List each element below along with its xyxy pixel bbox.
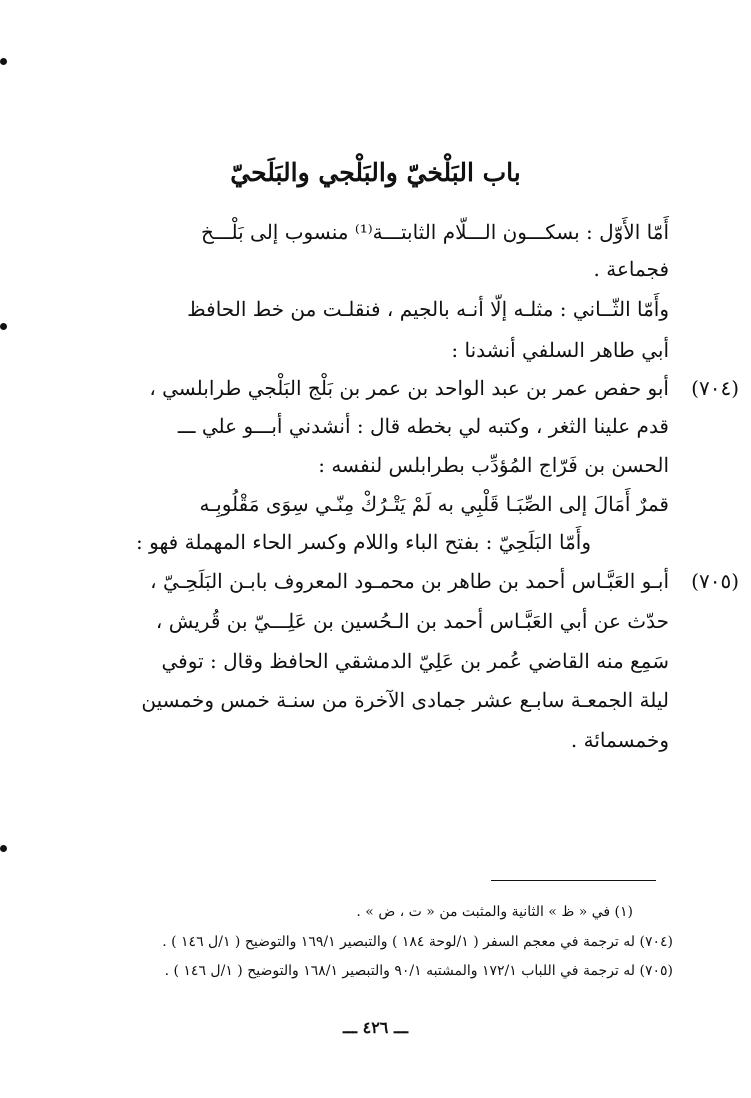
paragraph-line: سَمِع منه القاضي عُمر بن عَلِيّ الدمشقي الحافظ وقال : توفي <box>161 649 669 673</box>
paragraph-line: قدم علينا الثغر ، وكتبه لي بخطه قال : أنشدني أبـــو علي ـــ <box>177 414 669 438</box>
paragraph-line: أَمّا الأَوّل : بسكـــون الـــلّام الثابتـــة⁽¹⁾ منسوب إلى بَلْـــخ <box>201 220 669 244</box>
page-number: ـــ ٤٢٦ ـــ <box>342 1018 409 1037</box>
footnote-separator <box>491 880 656 881</box>
footnote: (٧٠٤) له ترجمة في معجم السفر ( ١/لوحة ١٨٤ ) والتبصير ١٦٩/١ والتوضيح ( ١/ل ١٤٦ ) . <box>162 934 673 950</box>
chapter-title: باب البَلْخيّ والبَلْجي والبَلَحيّ <box>230 158 521 187</box>
paragraph-line: وخمسمائة . <box>570 728 669 752</box>
paragraph-line: وأَمّا البَلَحِيّ : بفتح الباء واللام وكسر الحاء المهملة فهو : <box>136 530 591 554</box>
footnote: (٧٠٥) له ترجمة في اللباب ١٧٢/١ والمشتبه ٩٠/١ والتبصير ١٦٨/١ والتوضيح ( ١/ل ١٤٦ ) . <box>164 963 673 979</box>
paragraph-line: أبو حفص عمر بن عبد الواحد بن عمر بن بَلْج البَلْجي طرابلسي ، <box>149 376 669 400</box>
entry-number-705: (٧٠٥) <box>691 569 739 593</box>
paragraph-line: الحسن بن فَرّاج المُؤدِّب بطرابلس لنفسه : <box>318 453 669 477</box>
verse-line: قمرٌ أَمَالَ إلى الصِّبَـا قَلْبِي به لَمْ يَتْـرُكْ مِنّـي سِوَى مَقْلُوبِـه <box>199 492 669 516</box>
binding-mark-middle <box>0 323 7 330</box>
paragraph-line: أبـو العَبَّـاس أحمد بن طاهر بن محمـود المعروف بابـن البَلَحِـيّ ، <box>150 569 669 593</box>
binding-mark-lower <box>0 845 7 852</box>
binding-mark-top <box>0 58 7 65</box>
paragraph-line: حدّث عن أبي العَبَّـاس أحمد بن الـحُسين بن عَلِـــيّ بن قُريش ، <box>155 609 669 633</box>
paragraph-line: فجماعة . <box>593 257 669 281</box>
entry-number-704: (٧٠٤) <box>691 376 739 400</box>
paragraph-line: أبي طاهر السلفي أنشدنا : <box>451 338 669 362</box>
paragraph-line: وأَمّا الثّــاني : مثلـه إلّا أنـه بالجيم ، فنقلـت من خط الحافظ <box>187 297 669 321</box>
paragraph-line: ليلة الجمعـة سابـع عشر جمادى الآخرة من سنـة خمس وخمسين <box>141 688 669 712</box>
footnote: (١) في « ظ » الثانية والمثبت من « ت ، ض » . <box>356 904 633 920</box>
